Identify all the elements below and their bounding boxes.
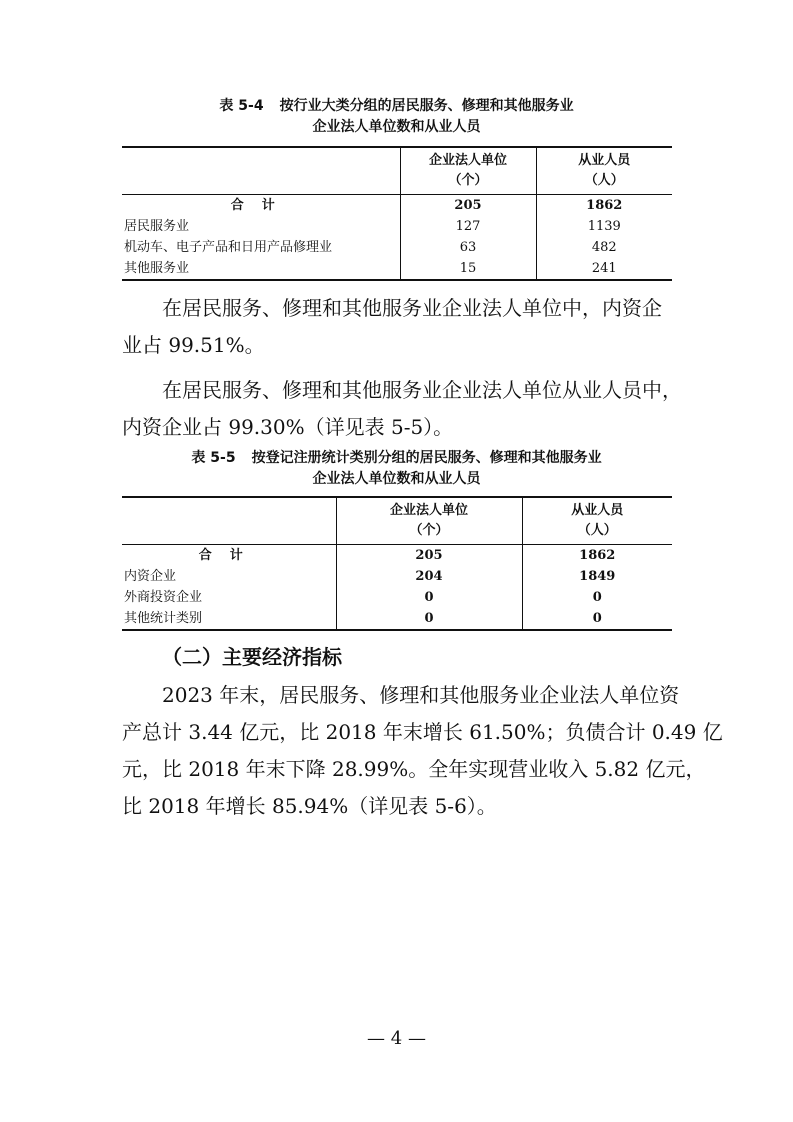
table-row-total [122, 195, 672, 217]
table-5-4-number: 表 5-4 [219, 98, 264, 114]
row-units: 0 [336, 608, 522, 630]
row-label: 其他服务业 [122, 258, 400, 280]
paragraph-domestic-units [122, 290, 682, 364]
table-5-5-title-line1: 按登记注册统计类别分组的居民服务、修理和其他服务业 [251, 450, 602, 466]
row-units: 205 [336, 545, 522, 567]
table-row [122, 216, 672, 237]
table-5-4 [122, 146, 672, 281]
row-employees: 241 [536, 258, 672, 280]
header-units [336, 497, 522, 545]
table-row [122, 237, 672, 258]
page-number: — 4 — [367, 1028, 426, 1049]
row-units: 63 [400, 237, 536, 258]
row-employees: 0 [522, 587, 672, 608]
row-label: 合计 [198, 548, 261, 563]
table-5-5-number: 表 5-5 [191, 450, 236, 466]
table-row-total [122, 545, 672, 567]
header-employees-label: 从业人员 [578, 153, 631, 168]
table-header-row [122, 147, 672, 195]
header-employees [536, 147, 672, 195]
row-employees: 1862 [536, 195, 672, 217]
row-employees: 482 [536, 237, 672, 258]
paragraph-line: 产总计 3.44 亿元，比 2018 年末增长 61.50%；负债合计 0.49 亿 [122, 720, 723, 744]
row-units: 204 [336, 566, 522, 587]
header-units-label: 企业法人单位 [389, 503, 468, 518]
header-employees [522, 497, 672, 545]
header-units-unit: （个） [448, 173, 488, 188]
table-5-4-title-line2: 企业法人单位数和从业人员 [312, 119, 481, 135]
row-employees: 1862 [522, 545, 672, 567]
row-label: 合计 [230, 198, 293, 213]
table-row [122, 258, 672, 280]
header-units-label: 企业法人单位 [428, 153, 507, 168]
row-units: 205 [400, 195, 536, 217]
row-employees: 1139 [536, 216, 672, 237]
header-blank-cell [122, 147, 400, 195]
row-units: 15 [400, 258, 536, 280]
table-5-5-title-line2: 企业法人单位数和从业人员 [312, 471, 481, 487]
paragraph-line: 内资企业占 99.30%（详见表 5-5）。 [122, 415, 454, 439]
paragraph-line: 业占 99.51%。 [122, 333, 265, 357]
table-5-4-title-line1: 按行业大类分组的居民服务、修理和其他服务业 [279, 98, 574, 114]
paragraph-line: 在居民服务、修理和其他服务业企业法人单位从业人员中， [162, 378, 682, 402]
paragraph-economic-indicators [122, 677, 723, 825]
row-employees: 1849 [522, 566, 672, 587]
row-label: 其他统计类别 [122, 608, 336, 630]
row-label: 机动车、电子产品和日用产品修理业 [124, 240, 333, 255]
paragraph-line: 元，比 2018 年末下降 28.99%。全年实现营业收入 5.82 亿元， [122, 757, 706, 781]
table-5-5-caption-line1 [0, 448, 793, 469]
table-row [122, 608, 672, 630]
header-blank-cell [122, 497, 336, 545]
paragraph-line: 比 2018 年增长 85.94%（详见表 5-6）。 [122, 794, 497, 818]
paragraph-line: 在居民服务、修理和其他服务业企业法人单位中，内资企 [162, 296, 662, 320]
table-row [122, 566, 672, 587]
table-5-5 [122, 496, 672, 631]
row-employees: 0 [522, 608, 672, 630]
table-5-4-caption [0, 96, 793, 138]
table-5-5-caption [0, 448, 793, 490]
table-5-4-caption-line1 [0, 96, 793, 117]
row-label: 外商投资企业 [124, 590, 203, 605]
paragraph-domestic-employees [122, 372, 682, 446]
row-units: 127 [400, 216, 536, 237]
header-employees-unit: （人） [577, 523, 617, 538]
row-label: 内资企业 [124, 569, 177, 584]
paragraph-line: 2023 年末，居民服务、修理和其他服务业企业法人单位资 [162, 683, 680, 707]
header-units [400, 147, 536, 195]
section-heading: （二）主要经济指标 [162, 645, 342, 669]
row-units: 0 [336, 587, 522, 608]
header-units-unit: （个） [409, 523, 449, 538]
table-header-row [122, 497, 672, 545]
header-employees-unit: （人） [584, 173, 624, 188]
row-label: 居民服务业 [124, 219, 190, 234]
header-employees-label: 从业人员 [571, 503, 624, 518]
table-row [122, 587, 672, 608]
